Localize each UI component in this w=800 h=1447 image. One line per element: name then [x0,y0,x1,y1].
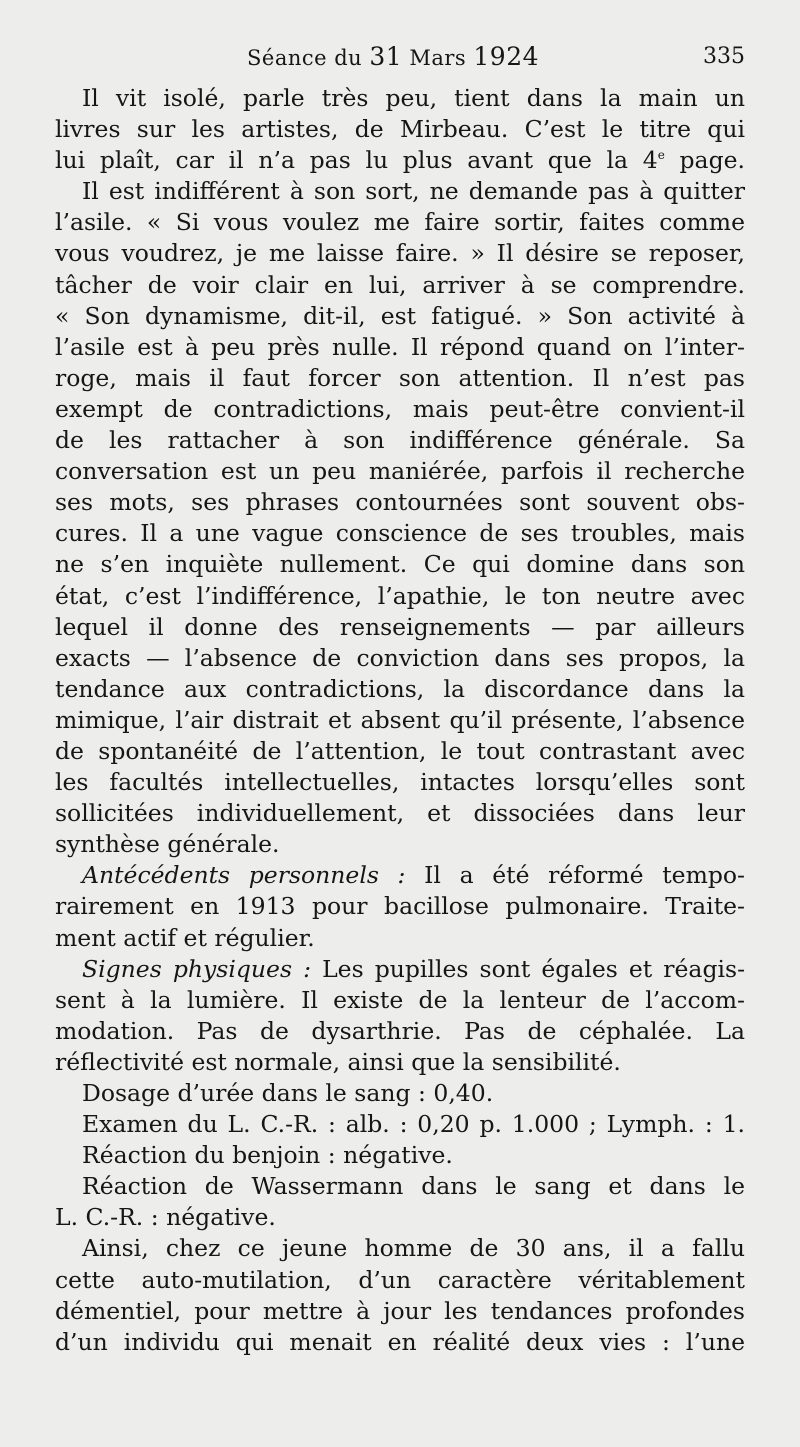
text-fragment: page. [664,146,745,175]
text-line: lequel il donne des renseignements — par ailleurs [55,612,745,641]
text-line: livres sur les artistes, de Mirbeau. C’est le titre qui [55,115,745,144]
page-header [0,42,800,74]
text-line: Dosage d’urée dans le sang : 0,40. [82,1079,494,1107]
text-line [55,860,745,891]
text-line: exacts — l’absence de conviction dans ses propos, la [55,643,745,672]
text-fragment: Les pupilles sont égales et réagis- [311,954,746,983]
text-line: tâcher de voir clair en lui, arriver à se comprendre. [55,270,745,299]
running-head-prefix: Séance du [247,46,370,70]
text-line: « Son dynamisme, dit-il, est fatigué. » Son activité à [55,301,745,330]
running-head-day: 31 [369,42,403,71]
text-line: l’asile. « Si vous voulez me faire sortir, faites comme [55,208,745,237]
text-line: de spontanéité de l’attention, le tout contrastant avec [55,736,745,765]
text-line: l’asile est à peu près nulle. Il répond quand on l’inter- [55,332,745,361]
running-head-month: Mars [402,46,474,70]
running-head [247,42,539,71]
text-line: synthèse générale. [55,830,280,859]
text-line: Ainsi, chez ce jeune homme de 30 ans, il a fallu [82,1234,745,1263]
text-line: sollicitées individuellement, et dissociées dans leur [55,799,745,828]
text-line: vous voudrez, je me laisse faire. » Il désire se reposer, [55,239,745,268]
page-number: 335 [703,44,745,69]
text-line: état, c’est l’indifférence, l’apathie, le ton neutre avec [55,581,745,610]
text-line [55,954,745,985]
text-line: cures. Il a une vague conscience de ses troubles, mais [55,519,745,548]
text-line: les facultés intellectuelles, intactes lorsqu’elles sont [55,768,745,797]
text-line: de les rattacher à son indifférence générale. Sa [55,426,745,455]
text-line: Réaction de Wassermann dans le sang et dans le [82,1172,745,1201]
text-line: Réaction du benjoin : négative. [82,1141,453,1170]
text-line: rairement en 1913 pour bacillose pulmonaire. Traite- [55,892,745,921]
running-head-year: 1924 [473,42,540,71]
text-line: sent à la lumière. Il existe de la lenteur de l’accom- [55,985,745,1014]
text-line [55,145,745,176]
text-line: conversation est un peu maniérée, parfois il recherche [55,457,745,486]
text-line: roge, mais il faut forcer son attention. Il n’est pas [55,363,745,392]
text-line: modation. Pas de dysarthrie. Pas de céphalée. La [55,1016,745,1045]
text-line: d’un individu qui menait en réalité deux vies : l’une [55,1327,745,1356]
section-heading: Signes physiques : [82,954,311,983]
text-line: L. C.-R. : négative. [55,1203,276,1232]
text-line: Il est indifférent à son sort, ne demande pas à quitter [82,177,745,206]
text-line: Examen du L. C.-R. : alb. : 0,20 p. 1.000 ; Lymph. : 1. [82,1110,745,1139]
text-line: Il vit isolé, parle très peu, tient dans la main un [82,84,745,112]
text-line: mimique, l’air distrait et absent qu’il présente, l’absence [55,705,745,734]
section-heading: Antécédents personnels : [82,861,406,890]
text-line: réflectivité est normale, ainsi que la sensibilité. [55,1047,621,1076]
text-line: démentiel, pour mettre à jour les tendances profondes [55,1296,745,1325]
text-line: exempt de contradictions, mais peut-être convient-il [55,394,745,423]
text-fragment: Il a été réformé tempo- [405,861,745,890]
text-fragment: lui plaît, car il n’a pas lu plus avant que la 4 [55,146,658,175]
text-line: cette auto-mutilation, d’un caractère véritablement [55,1265,745,1294]
text-line: ment actif et régulier. [55,923,315,952]
text-line: ses mots, ses phrases contournées sont souvent obs- [55,488,745,517]
superscript: e [657,148,665,163]
text-line: tendance aux contradictions, la discordance dans la [55,674,745,703]
body-text [55,83,745,1358]
text-line: ne s’en inquiète nullement. Ce qui domine dans son [55,550,745,579]
